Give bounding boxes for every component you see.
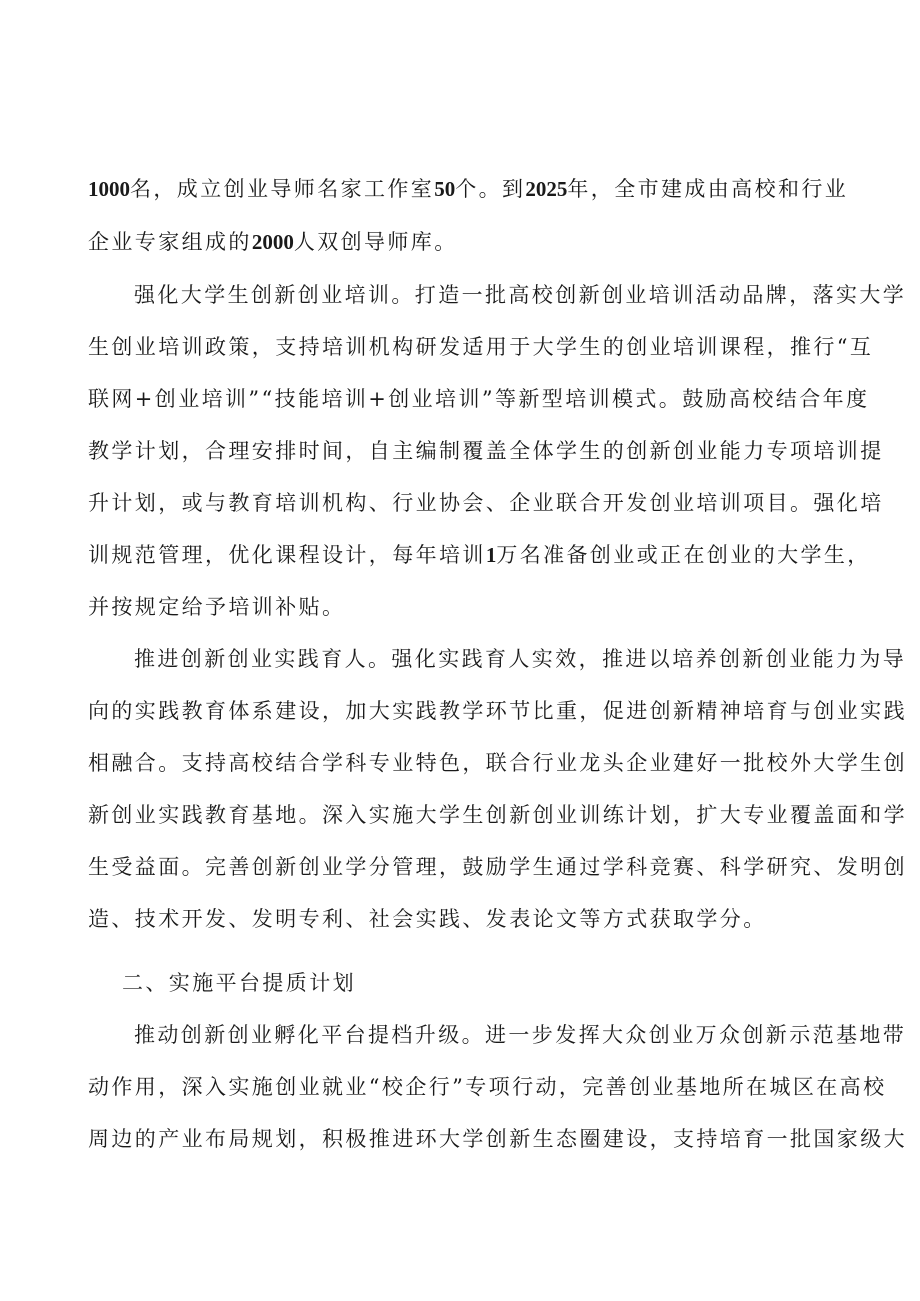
paragraph-1-line-2 xyxy=(88,227,458,257)
text-span: 年，全市建成由高校和行业 xyxy=(567,177,849,201)
text-span: 人双创导师库。 xyxy=(293,230,458,254)
text-span: 二、实施平台提质计划 xyxy=(122,971,356,995)
text-span: 向的实践教育体系建设，加大实践教学环节比重，促进创新精神培育与创业实践 xyxy=(88,699,907,723)
text-span: 造、技术开发、发明专利、社会实践、发表论文等方式获取学分。 xyxy=(88,907,767,931)
paragraph-3-line-1 xyxy=(134,644,906,674)
paragraph-2-line-3 xyxy=(88,384,869,414)
text-span: 万名准备创业或正在创业的大学生， xyxy=(496,543,871,567)
paragraph-3-line-2 xyxy=(88,696,907,726)
paragraph-3-line-3 xyxy=(88,748,907,778)
text-span: 个。到 xyxy=(455,177,526,201)
text-span: 名，成立创业导师名家工作室 xyxy=(130,177,435,201)
section-heading xyxy=(122,968,356,998)
text-span: 推进创新创业实践育人。强化实践育人实效，推进以培养创新创业能力为导 xyxy=(134,647,907,671)
text-span: 强化大学生创新创业培训。打造一批高校创新创业培训活动品牌，落实大学 xyxy=(134,283,907,307)
paragraph-2-line-4 xyxy=(88,436,884,466)
paragraph-3-line-6 xyxy=(88,904,767,934)
text-span: 生受益面。完善创新创业学分管理，鼓励学生通过学科竞赛、科学研究、发明创 xyxy=(88,855,907,879)
text-span: 并按规定给予培训补贴。 xyxy=(88,595,346,619)
text-span: 相融合。支持高校结合学科专业特色，联合行业龙头企业建好一批校外大学生创 xyxy=(88,751,907,775)
text-span: 联网+创业培训”“技能培训+创业培训”等新型培训模式。鼓励高校结合年度 xyxy=(88,387,870,411)
number-text: 1000 xyxy=(88,177,130,201)
text-span: 新创业实践教育基地。深入实施大学生创新创业训练计划，扩大专业覆盖面和学 xyxy=(88,803,907,827)
paragraph-4-line-3 xyxy=(88,1124,907,1154)
text-span: 训规范管理，优化课程设计，每年培训 xyxy=(88,543,486,567)
number-text: 2000 xyxy=(251,230,294,254)
paragraph-4-line-1 xyxy=(134,1020,906,1050)
paragraph-2-line-7 xyxy=(88,592,345,622)
text-span: 教学计划，合理安排时间，自主编制覆盖全体学生的创新创业能力专项培训提 xyxy=(88,439,884,463)
paragraph-3-line-5 xyxy=(88,852,907,882)
text-span: 周边的产业布局规划，积极推进环大学创新生态圈建设，支持培育一批国家级大 xyxy=(88,1127,907,1151)
number-text: 2025 xyxy=(525,177,568,201)
paragraph-2-line-1 xyxy=(134,280,906,310)
text-span: 动作用，深入实施创业就业“校企行”专项行动，完善创业基地所在城区在高校 xyxy=(88,1075,887,1099)
text-span: 推动创新创业孵化平台提档升级。进一步发挥大众创业万众创新示范基地带 xyxy=(134,1023,907,1047)
number-text: 1 xyxy=(485,543,497,567)
paragraph-2-line-2 xyxy=(88,332,873,362)
paragraph-2-line-5 xyxy=(88,488,884,518)
paragraph-3-line-4 xyxy=(88,800,907,830)
text-span: 升计划，或与教育培训机构、行业协会、企业联合开发创业培训项目。强化培 xyxy=(88,491,884,515)
paragraph-1-line-1 xyxy=(88,174,848,204)
text-span: 生创业培训政策，支持培训机构研发适用于大学生的创业培训课程，推行“互 xyxy=(88,335,874,359)
paragraph-4-line-2 xyxy=(88,1072,886,1102)
number-text: 50 xyxy=(434,177,456,201)
text-span: 企业专家组成的 xyxy=(88,230,252,254)
paragraph-2-line-6 xyxy=(88,540,871,570)
